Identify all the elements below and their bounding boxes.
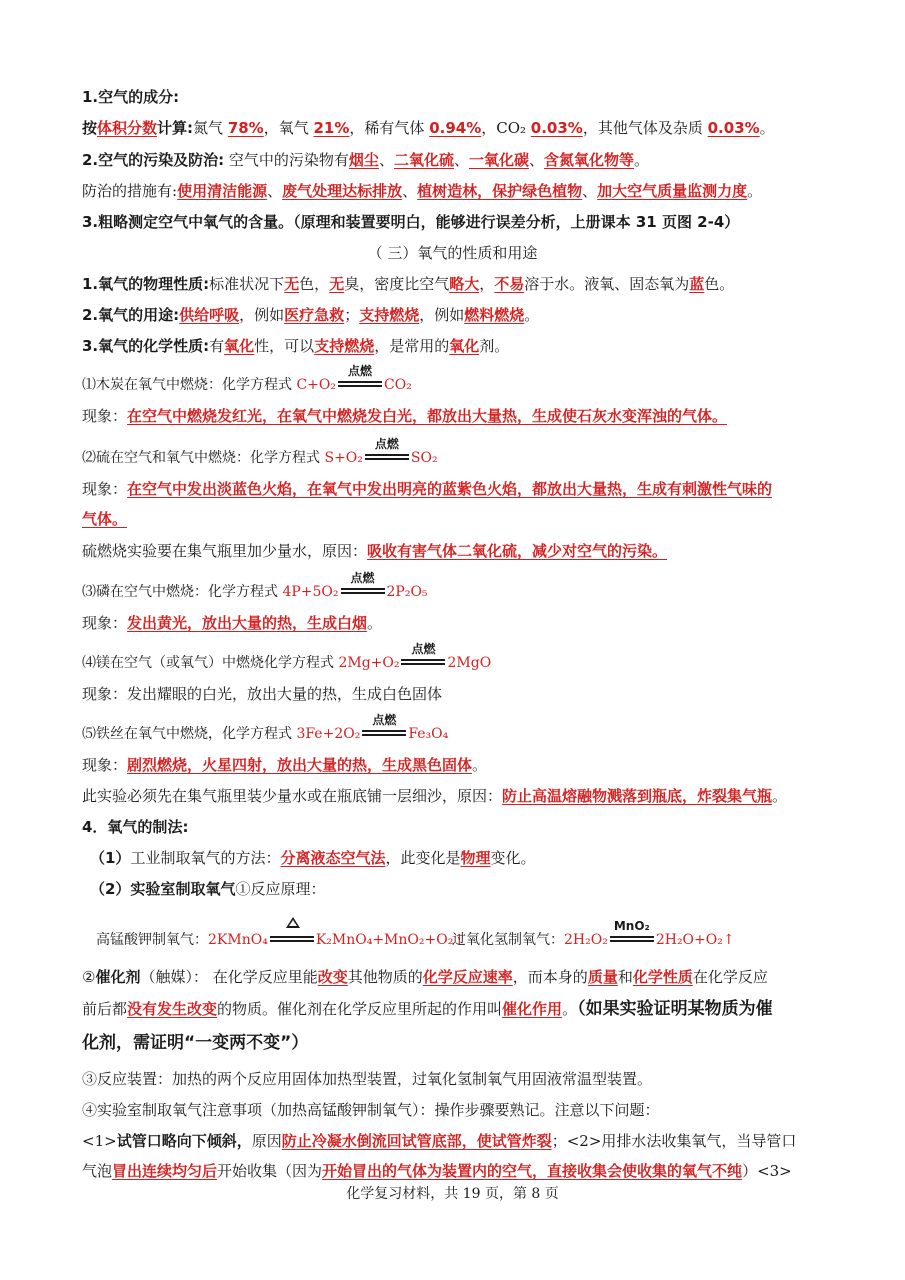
- reaction-magnesium: [82, 642, 845, 674]
- answer: 剧烈燃烧，火星四射，放出大量的热，生成黑色固体: [127, 756, 473, 774]
- answer: 78%: [227, 119, 264, 137]
- answer: 发出黄光，放出大量的热，生成白烟: [127, 614, 368, 632]
- reaction-phosphorus: [82, 571, 845, 603]
- condition: 点燃: [374, 437, 399, 451]
- text: 开始收集（因为: [217, 1162, 323, 1180]
- reaction-arrow: [338, 364, 382, 396]
- apparatus-line: ③反应装置：加热的两个反应用固体加热型装置，过氧化氢制氧气用固液常温型装置。: [82, 1070, 653, 1088]
- text: 空气中的污染物有: [224, 151, 349, 169]
- reaction-arrow: [401, 642, 445, 674]
- text: 计算:: [157, 119, 194, 137]
- answer: 0.03%: [707, 119, 760, 137]
- heat-triangle-icon: [286, 917, 300, 928]
- answer: 氧化: [449, 337, 480, 355]
- text: 原因: [251, 1132, 282, 1150]
- observation-iron: [82, 754, 845, 776]
- observation-sulfur-cont: [82, 508, 845, 530]
- text: ⑷镁在空气（或氧气）中燃烧化学方程式: [82, 655, 339, 671]
- equation-rhs: 2MgO: [447, 655, 492, 671]
- text: 2.氧气的用途:: [82, 306, 180, 324]
- text: 防治的措施有:: [82, 182, 178, 200]
- reaction-iron: [82, 713, 845, 745]
- reaction-sulfur: [82, 437, 845, 469]
- text: 在化学反应: [692, 968, 768, 986]
- answer: 医疗急救: [284, 306, 345, 324]
- condition: 点燃: [372, 713, 397, 727]
- equation-rhs: 2P₂O₅: [386, 584, 428, 600]
- text: 和: [617, 968, 633, 986]
- text: 催化剂: [95, 968, 141, 986]
- sulfur-note: [82, 540, 845, 562]
- answer: 体积分数: [97, 119, 158, 137]
- observation-sulfur: [82, 478, 845, 500]
- answer: 防止冷凝水倒流回试管底部，使试管炸裂: [281, 1132, 552, 1150]
- physical-properties-line: [82, 273, 845, 295]
- text: ，例如: [419, 306, 465, 324]
- chemical-properties-line: [82, 335, 845, 357]
- text: 氮气: [193, 119, 228, 137]
- text: ，例如: [239, 306, 285, 324]
- answer: 使用清洁能源: [177, 182, 268, 200]
- text: ①反应原理：: [235, 880, 326, 898]
- uses-line: [82, 304, 845, 326]
- answer: 无: [284, 275, 300, 293]
- text: 剂。: [479, 337, 510, 355]
- catalyst-line-1: [82, 966, 845, 988]
- text: 溶于水。液氧、固态氧为: [524, 275, 690, 293]
- text: 现象：: [82, 407, 128, 425]
- text: ；: [344, 306, 360, 324]
- text: 性，可以: [254, 337, 315, 355]
- air-composition-line: [82, 117, 845, 139]
- text: 工业制取氧气的方法：: [130, 849, 281, 867]
- condition: 点燃: [347, 364, 372, 378]
- text: 。: [524, 306, 540, 324]
- text: 硫燃烧实验要在集气瓶里加少量水，原因：: [82, 542, 368, 560]
- text: 其他物质的: [347, 968, 423, 986]
- heat-arrow: [270, 929, 314, 951]
- precaution-2: [82, 1160, 845, 1182]
- catalyst-label: MnO₂: [613, 919, 650, 933]
- answer: 含氮氧化物等: [544, 151, 635, 169]
- text: 过氧化氢制氧气：: [452, 932, 564, 948]
- answer: 植树造林，保护绿色植物: [417, 182, 583, 200]
- answer: 蓝: [689, 275, 705, 293]
- text: ，其他气体及杂质: [582, 119, 708, 137]
- text: （如果实验证明某物质为催: [577, 999, 773, 1019]
- text: 现象：: [82, 614, 128, 632]
- text: 气泡: [82, 1162, 113, 1180]
- equation-lhs: 2Mg+O₂: [338, 655, 400, 671]
- answer: 开始冒出的气体为装置内的空气，直接收集会使收集的氧气不纯: [322, 1162, 743, 1180]
- pollution-line: 2.空气的污染及防治: 空气中的污染物有烟尘、二氧化硫、一氧化碳、含氮氧化物等。: [82, 151, 650, 169]
- answer: 冒出连续均匀后: [112, 1162, 218, 1180]
- oxygen-measure-title: 3.粗略测定空气中氧气的含量。（原理和装置要明白，能够进行误差分析，上册课本 31 页图 2-4）: [82, 213, 740, 231]
- page-footer: 化学复习材料，共 19 页，第 8 页: [346, 1186, 559, 1202]
- text: 1.氧气的物理性质:: [82, 275, 210, 293]
- preparation-title: 4．氧气的制法:: [82, 818, 189, 836]
- text: ，而本身的: [512, 968, 588, 986]
- measures-line: 防治的措施有:使用清洁能源、废气处理达标排放、植树造林，保护绿色植物、加大空气质量监测力度。: [82, 182, 763, 200]
- observation-carbon: [82, 405, 845, 427]
- text: ⑸铁丝在氧气中燃烧，化学方程式: [82, 726, 297, 742]
- text: （1）: [90, 849, 131, 867]
- h2o2-reaction: [452, 919, 865, 951]
- precaution-1: [82, 1130, 845, 1152]
- answer: 支持燃烧: [314, 337, 375, 355]
- answer: 废气处理达标排放: [282, 182, 403, 200]
- answer: 分离液态空气法: [280, 849, 386, 867]
- text: 此实验必须先在集气瓶里装少量水或在瓶底铺一层细沙，原因：: [82, 787, 503, 805]
- text: 3.氧气的化学性质:: [82, 337, 210, 355]
- answer: 支持燃烧: [359, 306, 420, 324]
- answer: 0.94%: [429, 119, 482, 137]
- text: ⑵硫在空气和氧气中燃烧：化学方程式: [82, 450, 325, 466]
- answer: 加大空气质量监测力度: [597, 182, 748, 200]
- text: 前后都: [82, 1000, 128, 1018]
- answer: 在空气中发出淡蓝色火焰，在氧气中发出明亮的蓝紫色火焰，都放出大量热，生成有刺激性气味的: [127, 480, 773, 498]
- text: 高锰酸钾制氧气：: [96, 932, 208, 948]
- industrial-method: [90, 847, 845, 869]
- text: （触媒）： 在化学反应里能: [140, 968, 318, 986]
- equation-lhs: C+O₂: [296, 377, 336, 393]
- text: <1>: [82, 1132, 117, 1150]
- text: 试管口略向下倾斜，: [116, 1132, 252, 1150]
- equation-lhs: 2H₂O₂: [564, 932, 608, 948]
- catalyst-line-3: 化剂，需证明“一变两不变”）: [82, 1033, 309, 1053]
- answer: 化学反应速率: [422, 968, 513, 986]
- equation-lhs: 2KMnO₄: [208, 932, 268, 948]
- text: ，稀有气体: [349, 119, 430, 137]
- condition: 点燃: [411, 642, 436, 656]
- answer: 烟尘: [348, 151, 379, 169]
- text: 变化。: [490, 849, 536, 867]
- catalyst-arrow: [610, 919, 654, 951]
- answer: 改变: [317, 968, 348, 986]
- air-composition-title: 1.空气的成分:: [82, 88, 180, 106]
- text: ⑴木炭在氧气中燃烧：化学方程式: [82, 377, 297, 393]
- answer: 催化作用: [502, 1000, 563, 1018]
- text: ，此变化是: [385, 849, 461, 867]
- answer: 吸收有害气体二氧化硫，减少对空气的污染。: [367, 542, 668, 560]
- text: 色，: [299, 275, 330, 293]
- equation-lhs: S+O₂: [324, 450, 363, 466]
- catalyst-line-2: [82, 998, 845, 1020]
- answer: 一氧化碳: [468, 151, 529, 169]
- iron-note: [82, 785, 845, 807]
- text: 。: [472, 756, 488, 774]
- reaction-arrow: [341, 571, 385, 603]
- text: 的物质。催化剂在化学反应里所起的作用叫: [217, 1000, 503, 1018]
- text: 臭，密度比空气: [344, 275, 450, 293]
- observation-magnesium: 现象：发出耀眼的白光，放出大量的热，生成白色固体: [82, 685, 443, 703]
- answer: 没有发生改变: [127, 1000, 218, 1018]
- equation-rhs: Fe₃O₄: [408, 726, 449, 742]
- text: 。: [772, 787, 788, 805]
- text: 标准状况下: [209, 275, 285, 293]
- equation-rhs: SO₂: [410, 450, 438, 466]
- answer: 略大: [449, 275, 480, 293]
- text: ，是常用的: [374, 337, 450, 355]
- equation-lhs: 3Fe+2O₂: [296, 726, 361, 742]
- section-heading: （ 三）氧气的性质和用途: [367, 244, 538, 262]
- condition: 点燃: [350, 571, 375, 585]
- text: ，氧气: [263, 119, 314, 137]
- precautions-line: ④实验室制取氧气注意事项（加热高锰酸钾制氧气）：操作步骤要熟记。注意以下问题：: [82, 1101, 660, 1119]
- answer: 供给呼吸: [179, 306, 240, 324]
- equation-rhs: K₂MnO₄+MnO₂+O₂↑: [315, 932, 466, 948]
- reaction-arrow: [365, 437, 409, 469]
- text: 有: [209, 337, 225, 355]
- text: ⑶磷在空气中燃烧：化学方程式: [82, 584, 283, 600]
- text: （2）实验室制取氧气: [90, 880, 236, 898]
- reaction-carbon: [82, 364, 845, 396]
- answer: 在空气中燃烧发红光，在氧气中燃烧发白光，都放出大量热，生成使石灰水变浑浊的气体。: [127, 407, 728, 425]
- text: 。: [759, 119, 775, 137]
- text: 。: [367, 614, 383, 632]
- text: ，CO₂: [481, 119, 531, 137]
- text: 按: [82, 119, 98, 137]
- text: ，: [479, 275, 495, 293]
- equation-rhs: CO₂: [384, 377, 412, 393]
- text: ；<2>用排水法收集氧气，当导管口: [551, 1132, 797, 1150]
- answer: 质量: [587, 968, 618, 986]
- answer: 化学性质: [632, 968, 693, 986]
- reaction-arrow: [362, 713, 406, 745]
- answer: 0.03%: [530, 119, 583, 137]
- equation-rhs: 2H₂O+O₂↑: [655, 932, 735, 948]
- lab-method: [90, 878, 845, 900]
- text: 。: [634, 151, 650, 169]
- answer: 防止高温熔融物溅落到瓶底，炸裂集气瓶: [502, 787, 773, 805]
- text: 2.空气的污染及防治:: [82, 151, 225, 169]
- answer: 氧化: [224, 337, 255, 355]
- text: 现象：: [82, 756, 128, 774]
- answer: 二氧化硫: [393, 151, 454, 169]
- text: 。: [562, 1000, 578, 1018]
- observation-phosphorus: [82, 612, 845, 634]
- answer: 21%: [313, 119, 350, 137]
- answer: 不易: [494, 275, 525, 293]
- text: 现象：: [82, 480, 128, 498]
- answer: 燃料燃烧: [464, 306, 525, 324]
- answer: 物理: [460, 849, 491, 867]
- equation-lhs: 4P+5O₂: [282, 584, 339, 600]
- text: ）<3>: [742, 1162, 792, 1180]
- answer: 气体。: [82, 510, 128, 528]
- text: ②: [82, 968, 96, 986]
- answer: 无: [329, 275, 345, 293]
- text: 色。: [704, 275, 735, 293]
